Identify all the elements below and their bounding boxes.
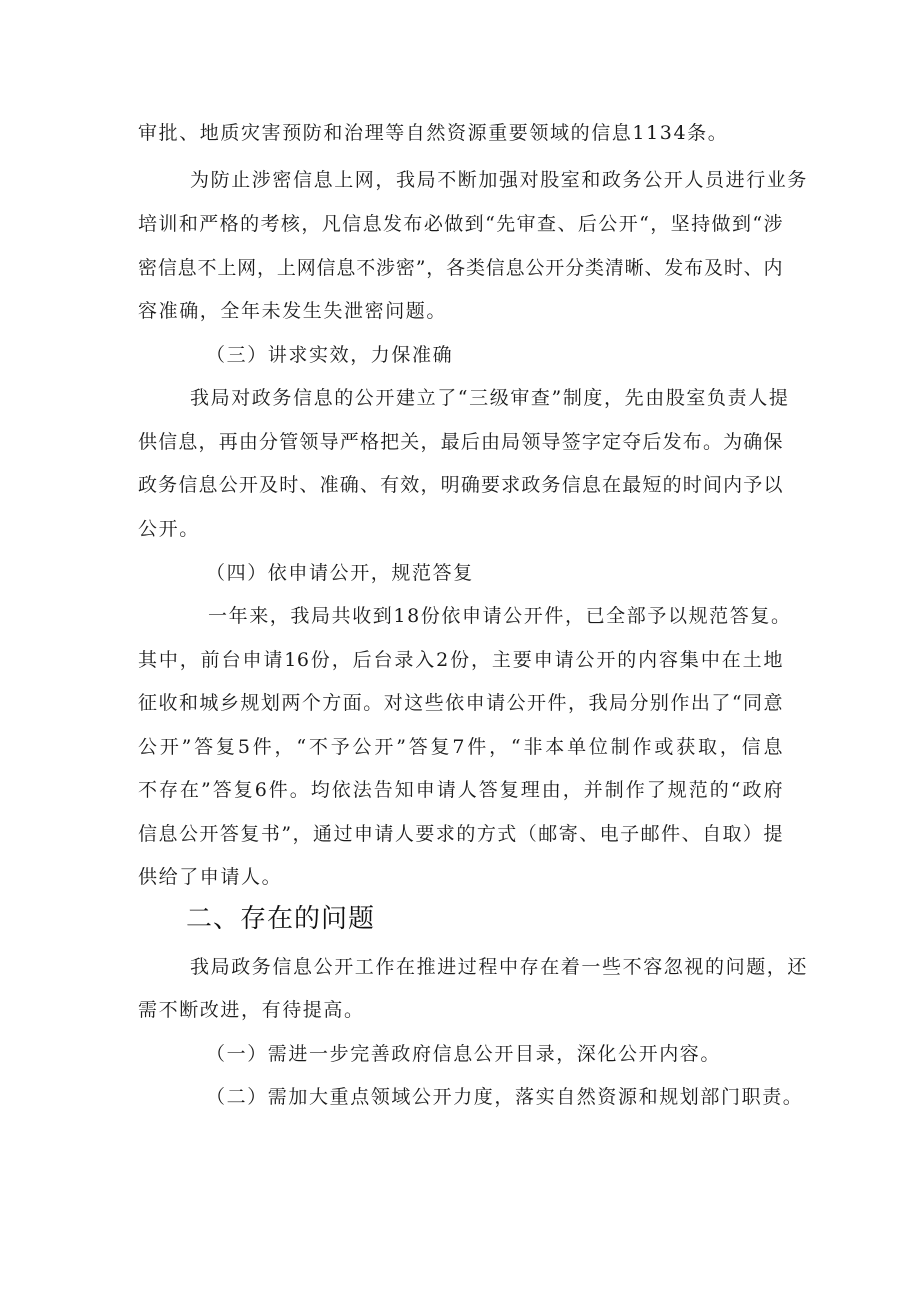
list-item: （二）需加大重点领域公开力度，落实自然资源和规划部门职责。 — [206, 1086, 804, 1108]
body-text-line: 一年来，我局共收到18份依申请公开件，已全部予以规范答复。 — [208, 605, 792, 627]
body-text-line: 我局政务信息公开工作在推进过程中存在着一些不容忽视的问题，还 — [190, 956, 809, 978]
section-subheading: （三）讲求实效，力保准确 — [206, 344, 454, 366]
body-text-line: 公开”答复5件，“不予公开”答复7件，“非本单位制作或获取，信息 — [138, 736, 783, 758]
body-text-line: 征收和城乡规划两个方面。对这些依申请公开件，我局分别作出了“同意 — [138, 692, 783, 714]
list-item: （一）需进一步完善政府信息公开目录，深化公开内容。 — [206, 1043, 722, 1065]
body-text-line: 容准确，全年未发生失泄密问题。 — [138, 300, 448, 322]
body-text-line: 供信息，再由分管领导严格把关，最后由局领导签字定夺后发布。为确保 — [138, 431, 783, 453]
body-text-line: 培训和严格的考核，凡信息发布必做到“先审查、后公开“，坚持做到“涉 — [138, 213, 783, 235]
body-text-line: 需不断改进，有待提高。 — [138, 999, 365, 1021]
body-text-line: 我局对政务信息的公开建立了“三级审查”制度，先由股室负责人提 — [190, 387, 790, 409]
body-text-line: 不存在”答复6件。均依法告知申请人答复理由，并制作了规范的“政府 — [138, 779, 783, 801]
body-text-line: 公开。 — [138, 518, 200, 540]
section-subheading: （四）依申请公开，规范答复 — [206, 562, 474, 584]
body-text-line: 其中，前台申请16份，后台录入2份，主要申请公开的内容集中在土地 — [138, 649, 783, 671]
section-heading: 二、存在的问题 — [186, 904, 376, 934]
body-text-line: 政务信息公开及时、准确、有效，明确要求政务信息在最短的时间内予以 — [138, 474, 783, 496]
body-text-line: 供给了申请人。 — [138, 866, 283, 888]
body-text-line: 信息公开答复书”，通过申请人要求的方式（邮寄、电子邮件、自取）提 — [138, 823, 783, 845]
body-text-line: 密信息不上网，上网信息不涉密”，各类信息公开分类清晰、发布及时、内 — [138, 257, 783, 279]
body-text-line: 为防止涉密信息上网，我局不断加强对股室和政务公开人员进行业务 — [190, 169, 809, 191]
body-text-line: 审批、地质灾害预防和治理等自然资源重要领域的信息1134条。 — [138, 122, 729, 144]
